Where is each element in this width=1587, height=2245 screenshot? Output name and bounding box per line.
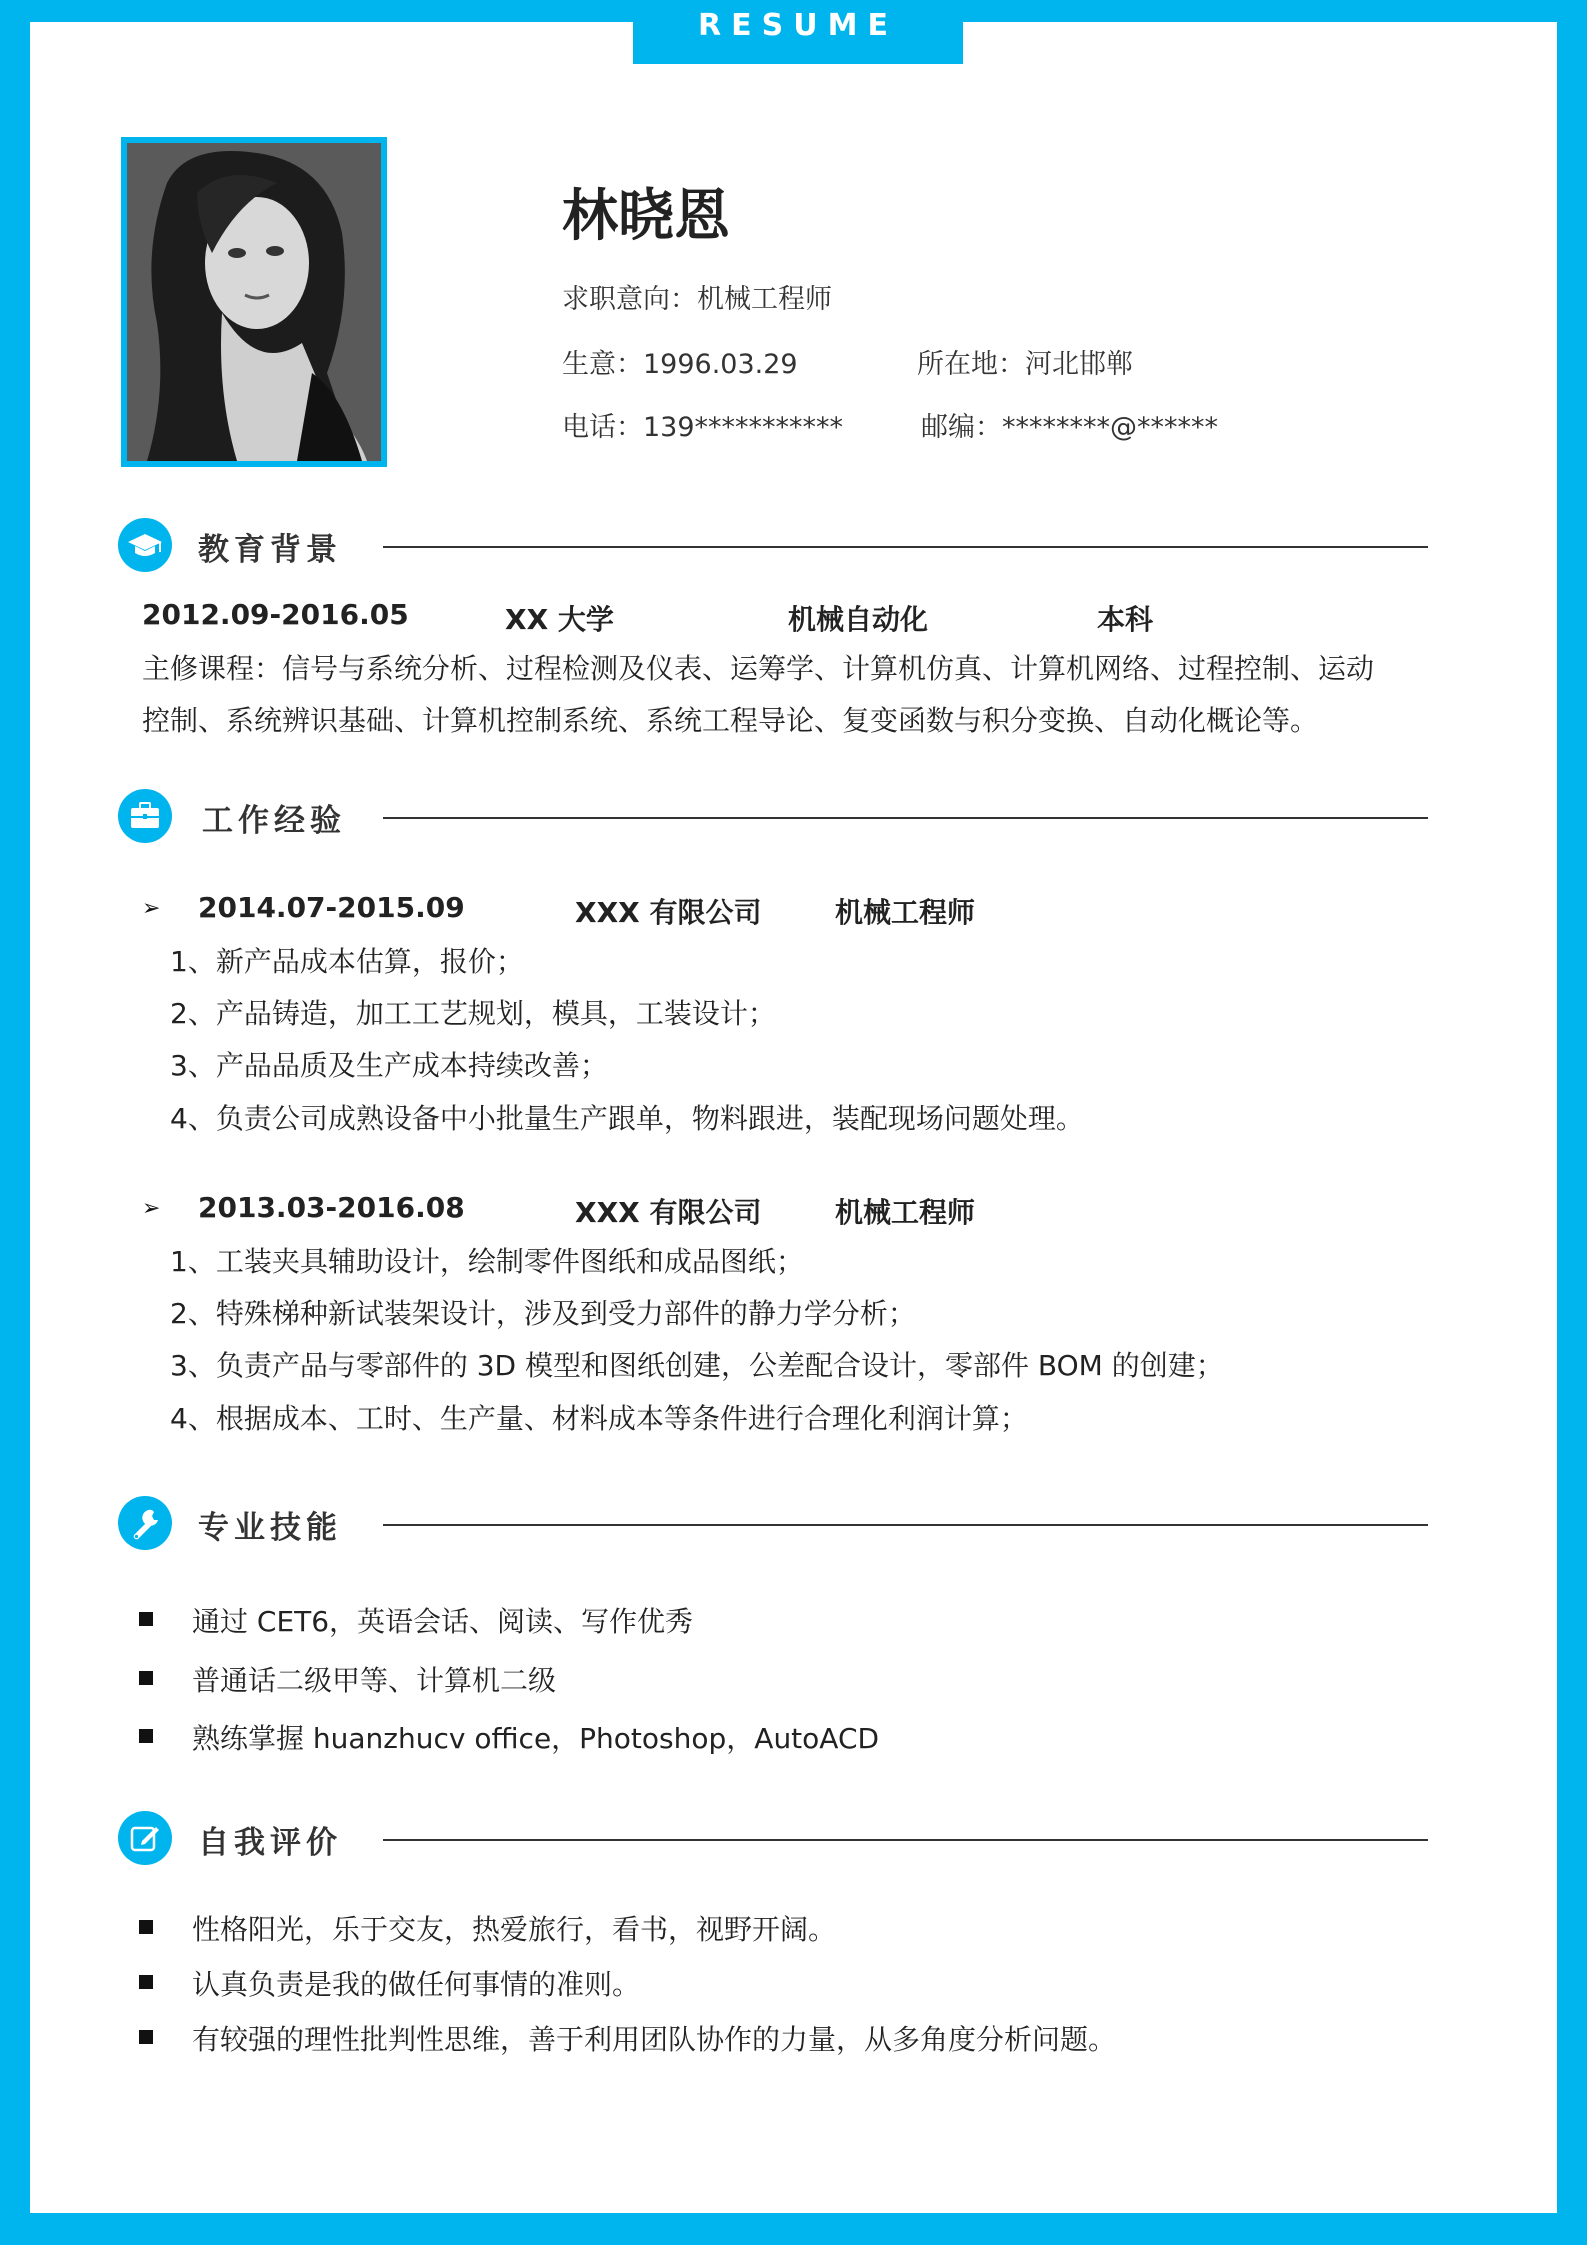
job-duty: 3、负责产品与零部件的 3D 模型和图纸创建，公差配合设计，零部件 BOM 的创建； [170,1349,1224,1382]
arrow-bullet-icon: ➢ [142,1196,161,1221]
square-bullet-icon [139,1920,153,1934]
job-duty: 2、产品铸造，加工工艺规划，模具，工装设计； [170,997,776,1030]
location: 所在地：河北邯郸 [917,349,1133,380]
email: 邮编：********@****** [921,412,1218,443]
section-divider [383,817,1428,819]
edu-major: 机械自动化 [788,603,929,636]
square-bullet-icon [139,1975,153,1989]
work-section-header [118,789,1428,845]
self-eval-item: 认真负责是我的做任何事情的准则。 [192,1968,641,2001]
square-bullet-icon [139,1612,153,1626]
square-bullet-icon [139,2030,153,2044]
candidate-name: 林晓恩 [562,184,730,249]
arrow-bullet-icon: ➢ [142,896,161,921]
section-title: 专业技能 [198,1510,342,1546]
job-role: 机械工程师 [835,896,976,929]
skills-section-header [118,1496,1428,1552]
phone: 电话：139*********** [562,412,844,443]
job-role: 机械工程师 [835,1196,976,1229]
job-duty: 4、负责公司成熟设备中小批量生产跟单，物料跟进，装配现场问题处理。 [170,1102,1084,1135]
section-title: 教育背景 [198,532,342,568]
job-company: XXX 有限公司 [575,896,762,929]
wrench-icon [118,1496,172,1550]
job-duty: 2、特殊梯种新试装架设计，涉及到受力部件的静力学分析； [170,1297,916,1330]
edu-courses-line2: 控制、系统辨识基础、计算机控制系统、系统工程导论、复变函数与积分变换、自动化概论等。 [142,704,1319,737]
job-company: XXX 有限公司 [575,1196,762,1229]
edu-courses-line1: 主修课程：信号与系统分析、过程检测及仪表、运筹学、计算机仿真、计算机网络、过程控制、运动 [142,652,1375,685]
briefcase-icon [118,789,172,843]
job-duty: 1、工装夹具辅助设计，绘制零件图纸和成品图纸； [170,1245,804,1278]
birth-date: 生意：1996.03.29 [562,349,798,380]
section-divider [383,1839,1428,1841]
job-duty: 4、根据成本、工时、生产量、材料成本等条件进行合理化利润计算； [170,1402,1028,1435]
section-title: 自我评价 [198,1825,342,1861]
job-duty: 1、新产品成本估算，报价； [170,945,524,978]
skill-item: 熟练掌握 huanzhucv office，Photoshop，AutoACD [192,1722,880,1755]
edu-degree: 本科 [1097,603,1154,636]
job-duty: 3、产品品质及生产成本持续改善； [170,1049,608,1082]
edit-icon [118,1811,172,1865]
self-eval-item: 性格阳光，乐于交友，热爱旅行，看书，视野开阔。 [192,1913,837,1946]
edu-school: XX 大学 [505,603,614,636]
self-eval-section-header [118,1811,1428,1867]
section-divider [383,546,1428,548]
edu-period: 2012.09-2016.05 [142,598,409,631]
section-divider [383,1524,1428,1526]
square-bullet-icon [139,1671,153,1685]
section-title: 工作经验 [202,803,346,839]
job-objective: 求职意向：机械工程师 [562,284,832,315]
resume-tab: RESUME [633,0,963,64]
job-period: 2013.03-2016.08 [198,1191,465,1224]
profile-photo-frame [121,137,387,467]
square-bullet-icon [139,1729,153,1743]
skill-item: 普通话二级甲等、计算机二级 [192,1664,557,1697]
skill-item: 通过 CET6，英语会话、阅读、写作优秀 [192,1605,694,1638]
graduation-cap-icon [118,518,172,572]
job-period: 2014.07-2015.09 [198,891,465,924]
education-section-header [118,518,1428,574]
profile-photo [127,143,381,461]
self-eval-item: 有较强的理性批判性思维，善于利用团队协作的力量，从多角度分析问题。 [192,2023,1117,2056]
